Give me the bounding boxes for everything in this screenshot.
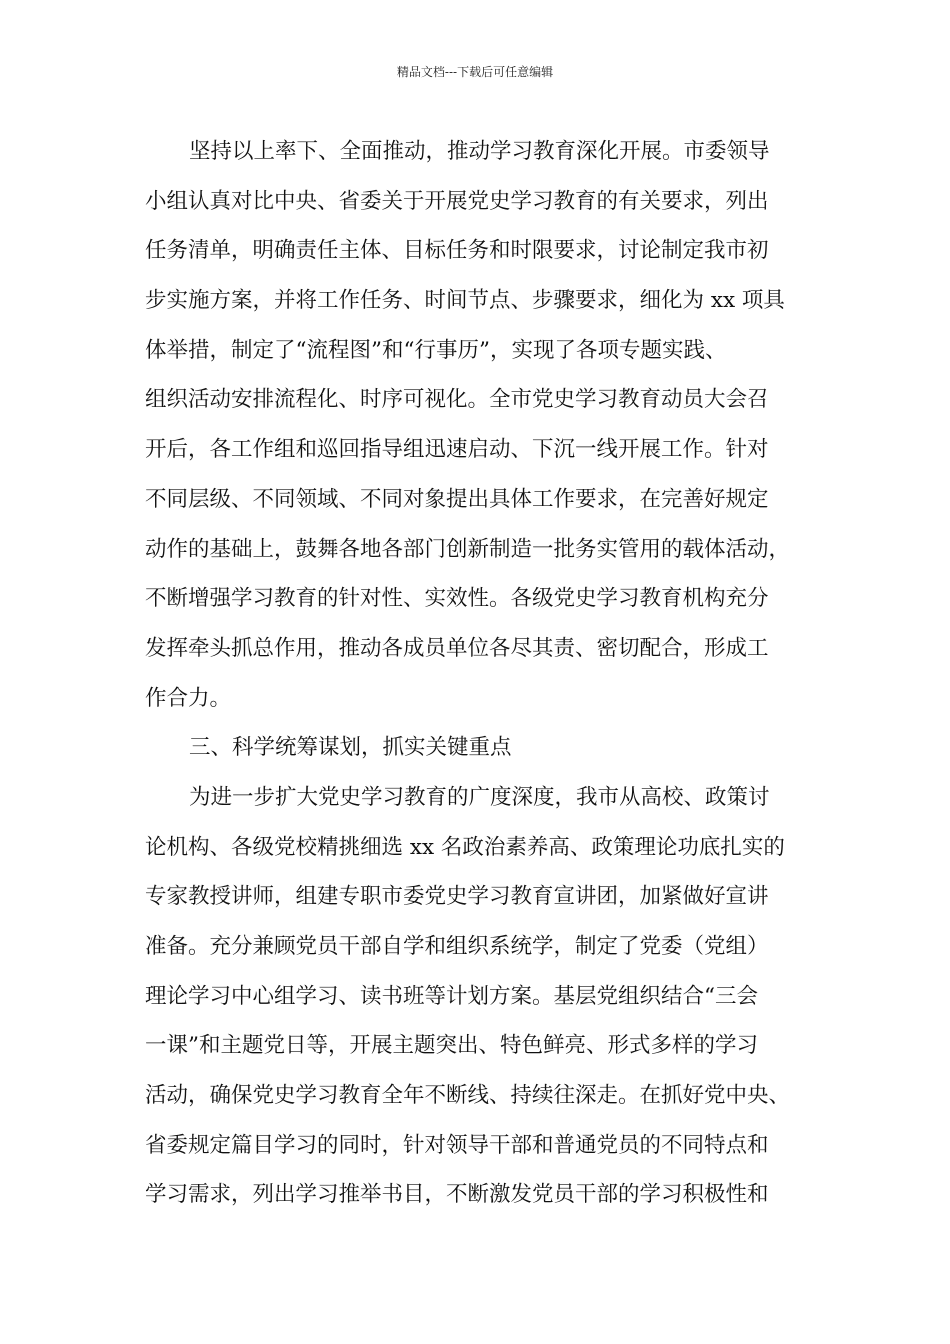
text-line: 作合力。: [145, 685, 232, 711]
text-line: 开后，各工作组和巡回指导组迅速启动、下沉一线开展工作。针对: [145, 437, 769, 463]
text-line: 省委规定篇目学习的同时，针对领导干部和普通党员的不同特点和: [145, 1132, 769, 1158]
text-line: 任务清单，明确责任主体、目标任务和时限要求，讨论制定我市初: [145, 238, 769, 264]
document-body: [145, 127, 810, 1220]
text-line: 为进一步扩大党史学习教育的广度深度，我市从高校、政策讨: [189, 784, 770, 810]
text-line: 论机构、各级党校精挑细选 xx 名政治素养高、政策理论功底扎实的: [145, 834, 785, 860]
text-line: 专家教授讲师，组建专职市委党史学习教育宣讲团，加紧做好宣讲: [145, 884, 769, 910]
text-line: 不同层级、不同领域、不同对象提出具体工作要求，在完善好规定: [145, 486, 769, 512]
text-line: 学习需求，列出学习推举书目，不断激发党员干部的学习积极性和: [145, 1182, 769, 1208]
paragraph-1: [145, 127, 810, 723]
text-line: 准备。充分兼顾党员干部自学和组织系统学，制定了党委（党组）: [145, 934, 769, 959]
text-line: 理论学习中心组学习、读书班等计划方案。基层党组织结合“三会: [145, 983, 758, 1009]
text-line: 小组认真对比中央、省委关于开展党史学习教育的有关要求，列出: [145, 188, 769, 214]
text-line: 体举措，制定了“流程图”和“行事历”，实现了各项专题实践、: [145, 337, 727, 363]
text-line: 步实施方案，并将工作任务、时间节点、步骤要求，细化为 xx 项具: [145, 288, 785, 314]
paragraph-2: [145, 773, 810, 1220]
text-line: 活动，确保党史学习教育全年不断线、持续往深走。在抓好党中央、: [145, 1083, 791, 1109]
text-line: 不断增强学习教育的针对性、实效性。各级党史学习教育机构充分: [145, 586, 769, 612]
text-line: 动作的基础上，鼓舞各地各部门创新制造一批务实管用的载体活动，: [145, 536, 791, 562]
page-header: 精品文档---下载后可任意编辑: [396, 65, 554, 79]
text-line: 发挥牵头抓总作用，推动各成员单位各尽其责、密切配合，形成工: [145, 635, 769, 661]
text-line: 坚持以上率下、全面推动，推动学习教育深化开展。市委领导: [189, 139, 770, 164]
text-line: 组织活动安排流程化、时序可视化。全市党史学习教育动员大会召: [145, 387, 769, 413]
section-heading: 三、科学统筹谋划，抓实关键重点: [189, 735, 512, 761]
text-line: 一课”和主题党日等，开展主题突出、特色鲜亮、形式多样的学习: [145, 1033, 758, 1059]
